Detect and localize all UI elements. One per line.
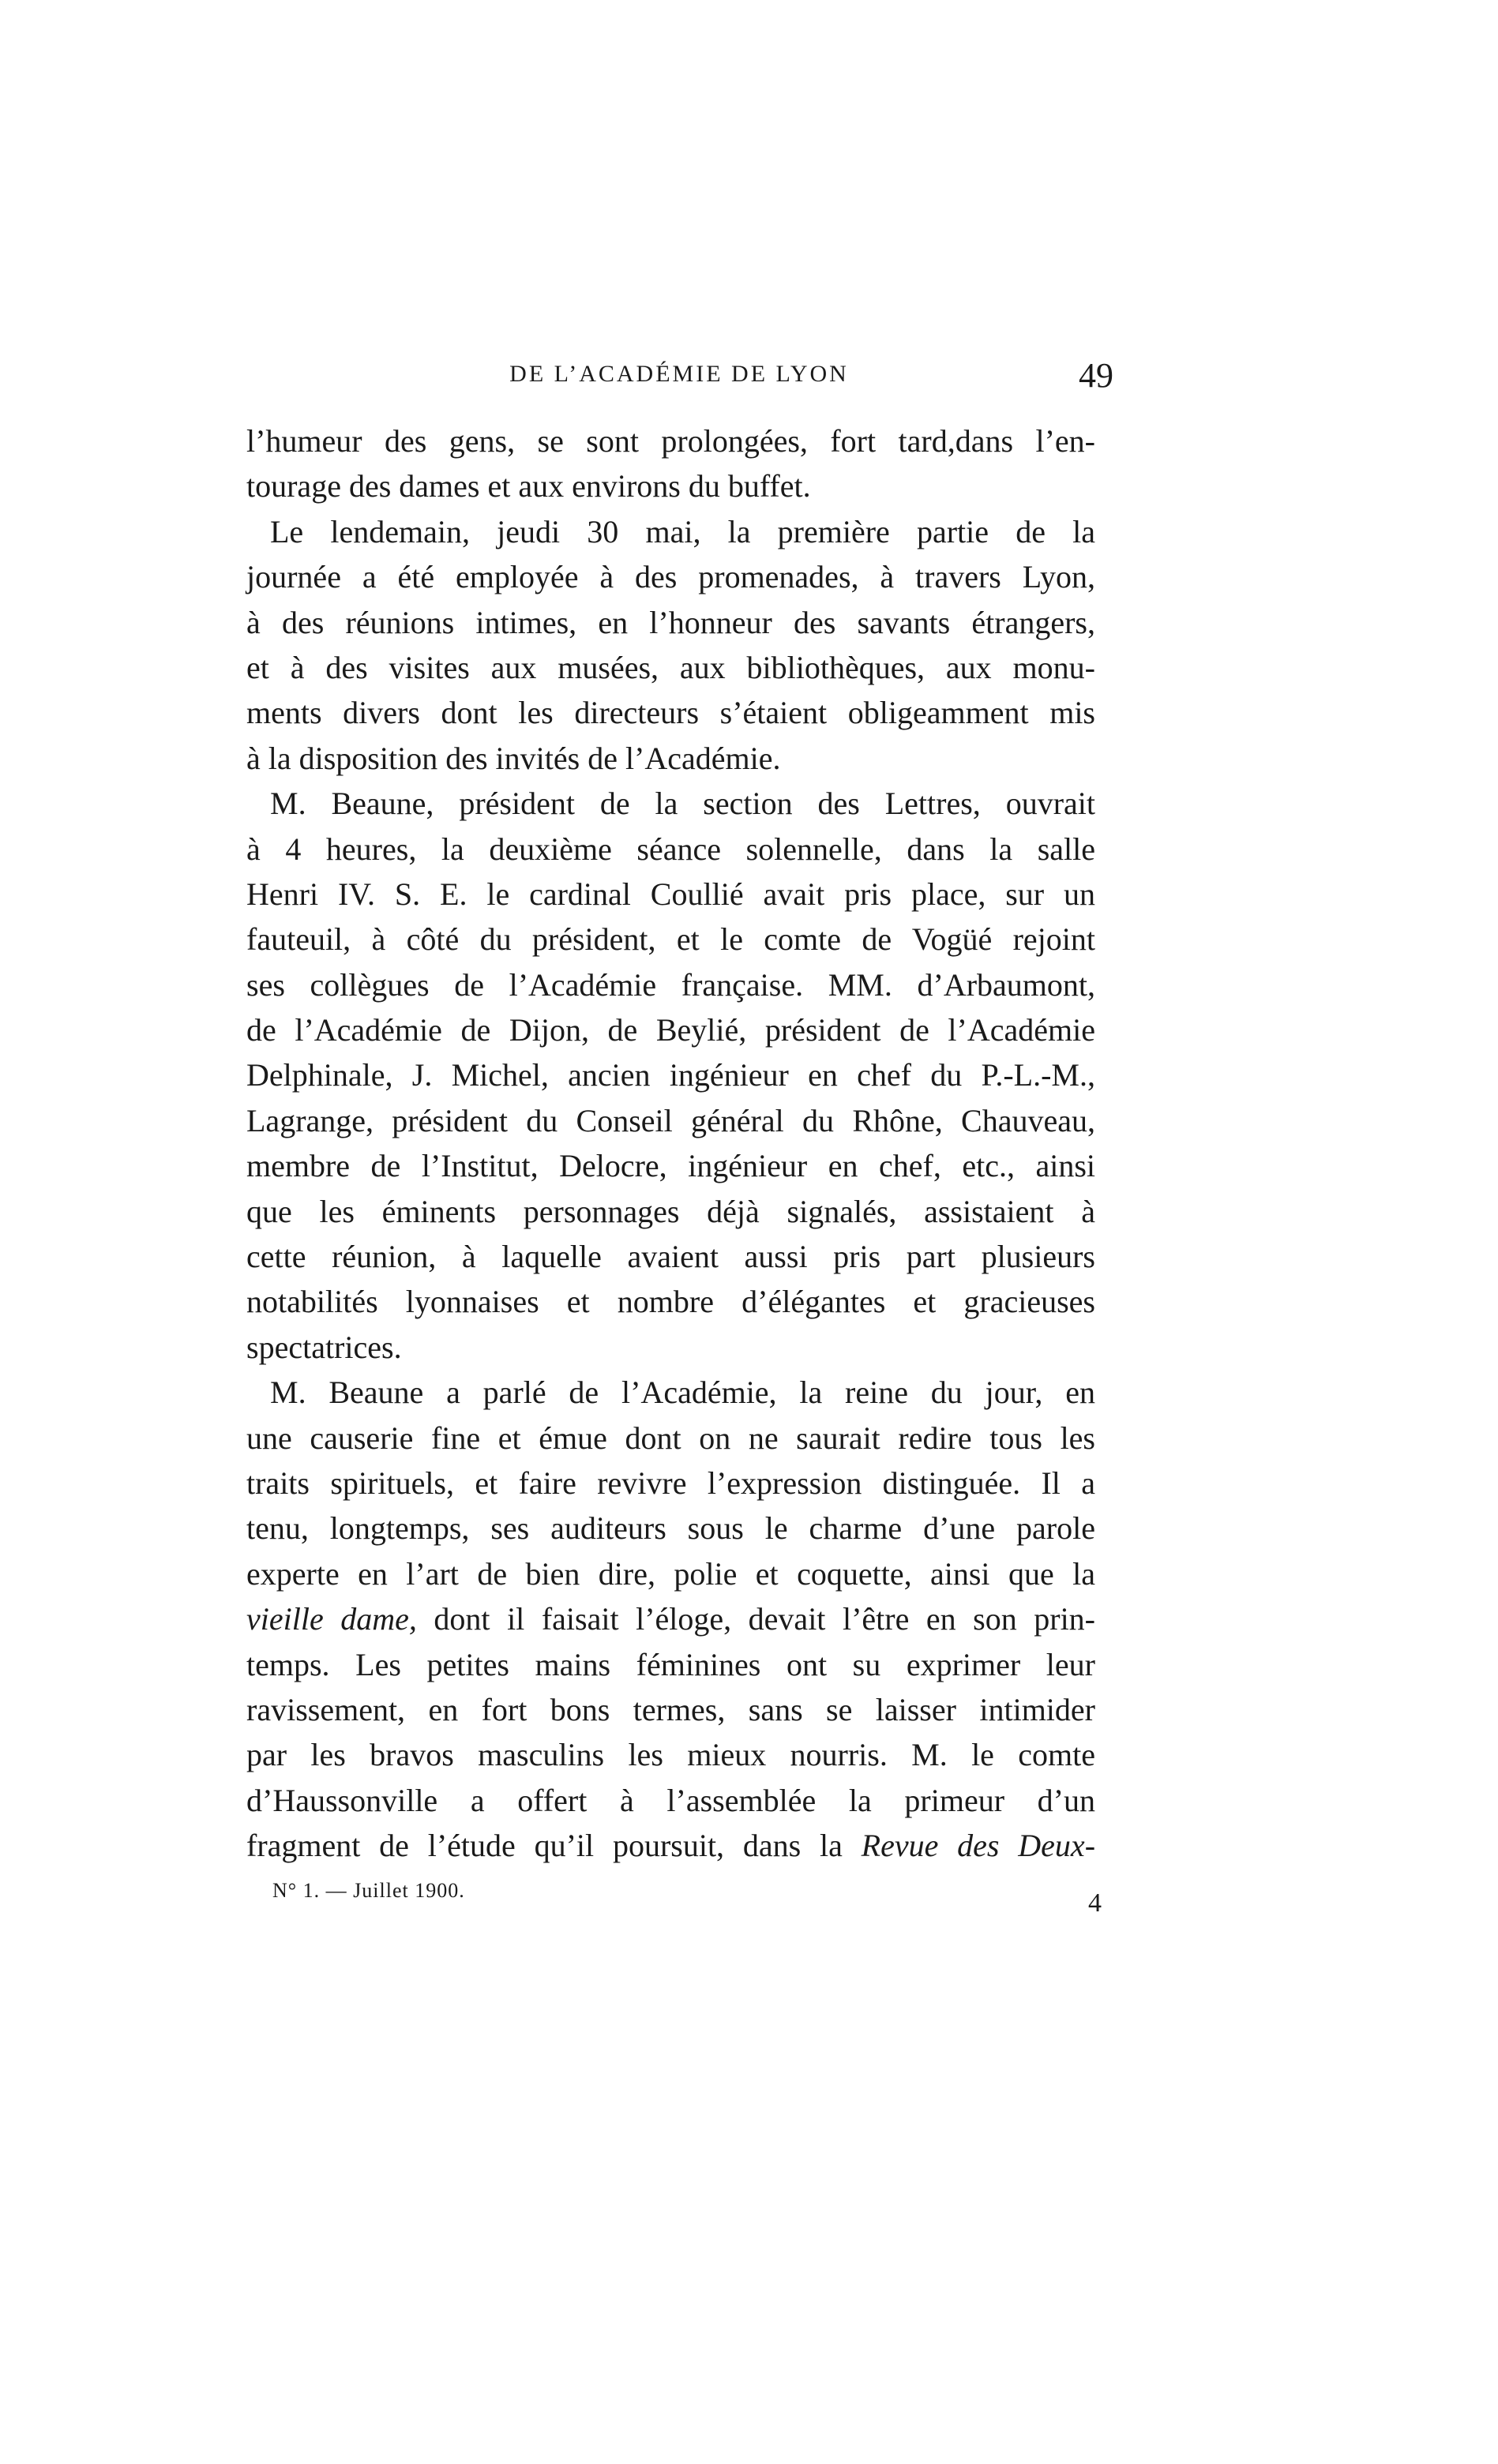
text-line: de l’Académie de Dijon, de Beylié, président de l’Académie bbox=[246, 1012, 1095, 1048]
text-line: cette réunion, à laquelle avaient aussi pris part plusieurs bbox=[246, 1239, 1095, 1275]
text-line: M. Beaune a parlé de l’Académie, la reine du jour, en bbox=[270, 1375, 1095, 1411]
text-line bbox=[246, 1596, 1095, 1641]
text-line: à 4 heures, la deuxième séance solennelle, dans la salle bbox=[246, 831, 1095, 867]
text-line: Delphinale, J. Michel, ancien ingénieur en chef du P.-L.-M., bbox=[246, 1057, 1095, 1093]
text-line: journée a été employée à des promenades, à travers Lyon, bbox=[246, 559, 1095, 595]
text-line: membre de l’Institut, Delocre, ingénieur en chef, etc., ainsi bbox=[246, 1148, 1095, 1184]
text-line: temps. Les petites mains féminines ont su exprimer leur bbox=[246, 1646, 1095, 1682]
text-line: l’humeur des gens, se sont prolongées, fort tard,dans l’en- bbox=[246, 423, 1095, 459]
text-segment: fragment de l’étude qu’il poursuit, dans la bbox=[246, 1828, 862, 1864]
text-line: fauteuil, à côté du président, et le comte de Vogüé rejoint bbox=[246, 921, 1095, 958]
text-line: ses collègues de l’Académie française. MM. d’Arbaumont, bbox=[246, 966, 1095, 1003]
text-line: notabilités lyonnaises et nombre d’élégantes et gracieuses bbox=[246, 1284, 1095, 1320]
text-line: experte en l’art de bien dire, polie et coquette, ainsi que la bbox=[246, 1555, 1095, 1592]
issue-note: N° 1. — Juillet 1900. bbox=[272, 1879, 465, 1902]
text-line: tourage des dames et aux environs du buffet. bbox=[246, 468, 811, 504]
running-title: DE L’ACADÉMIE DE LYON bbox=[509, 361, 849, 387]
text-line: une causerie fine et émue dont on ne saurait redire tous les bbox=[246, 1420, 1095, 1456]
text-line: à des réunions intimes, en l’honneur des savants étrangers, bbox=[246, 604, 1095, 640]
text-line: M. Beaune, président de la section des Lettres, ouvrait bbox=[270, 786, 1095, 822]
text-line: et à des visites aux musées, aux bibliothèques, aux monu- bbox=[246, 649, 1095, 685]
text-line: ments divers dont les directeurs s’étaient obligeamment mis bbox=[246, 695, 1095, 731]
text-line: que les éminents personnages déjà signalés, assistaient à bbox=[246, 1193, 1095, 1229]
body-text bbox=[246, 418, 1095, 1869]
italic-segment: vieille dame, bbox=[246, 1601, 417, 1637]
text-line: Le lendemain, jeudi 30 mai, la première partie de la bbox=[270, 513, 1095, 549]
text-line: à la disposition des invités de l’Académie. bbox=[246, 740, 781, 776]
signature-mark: 4 bbox=[1088, 1888, 1102, 1918]
page-footer bbox=[272, 1879, 1102, 1926]
text-line: spectatrices. bbox=[246, 1329, 402, 1365]
text-line: Lagrange, président du Conseil général du Rhône, Chauveau, bbox=[246, 1102, 1095, 1138]
text-line bbox=[246, 1823, 1095, 1868]
text-line: ravissement, en fort bons termes, sans se laisser intimider bbox=[246, 1691, 1095, 1727]
text-line: tenu, longtemps, ses auditeurs sous le charme d’une parole bbox=[246, 1510, 1095, 1547]
text-line: Henri IV. S. E. le cardinal Coullié avait pris place, sur un bbox=[246, 876, 1095, 912]
italic-segment: Revue des Deux- bbox=[861, 1828, 1096, 1864]
page-number: 49 bbox=[1079, 356, 1113, 395]
text-segment: dont il faisait l’éloge, devait l’être en son prin- bbox=[416, 1601, 1095, 1637]
text-line: traits spirituels, et faire revivre l’expression distinguée. Il a bbox=[246, 1465, 1095, 1501]
text-line: par les bravos masculins les mieux nourris. M. le comte bbox=[246, 1737, 1095, 1773]
running-head bbox=[245, 357, 1113, 404]
text-line: d’Haussonville a offert à l’assemblée la primeur d’un bbox=[246, 1782, 1095, 1818]
